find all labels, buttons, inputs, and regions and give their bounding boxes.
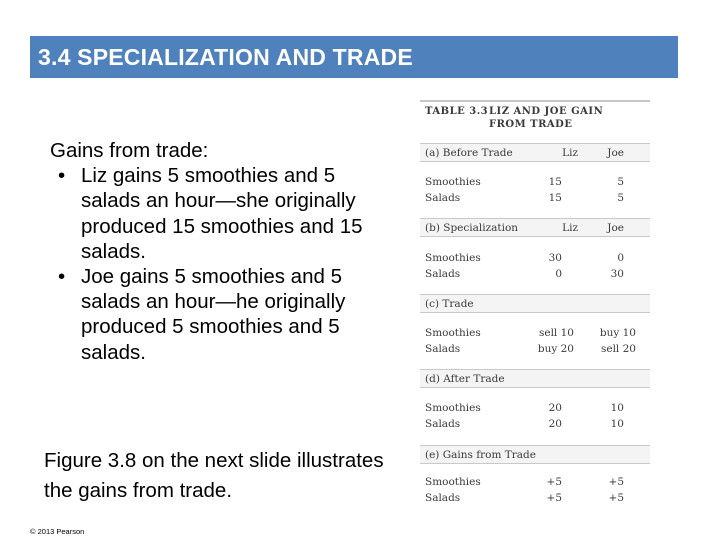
table-row — [420, 343, 650, 359]
figure-reference-text: Figure 3.8 on the next slide illustrates the gains from trade. — [44, 449, 384, 502]
cell-joe: 0 — [617, 252, 624, 264]
row-label: Salads — [425, 492, 461, 504]
column-header-liz: Liz — [562, 222, 578, 234]
table-section-trade — [420, 294, 650, 313]
slide-title-bar — [30, 36, 678, 78]
gains-from-trade-table — [420, 100, 650, 513]
cell-joe: sell 20 — [600, 343, 636, 355]
cell-joe: 10 — [610, 402, 624, 414]
row-label: Salads — [425, 343, 461, 355]
row-label: Salads — [425, 268, 461, 280]
table-section-gains-from-trade — [420, 445, 650, 464]
table-row — [420, 327, 650, 343]
row-label: Smoothies — [425, 176, 481, 188]
intro-text: Gains from trade: — [50, 139, 209, 162]
table-row — [420, 492, 650, 508]
column-header-joe: Joe — [607, 222, 624, 234]
cell-liz: 15 — [548, 192, 562, 204]
cell-joe: +5 — [608, 476, 624, 488]
table-row — [420, 252, 650, 268]
row-label: Salads — [425, 418, 461, 430]
cell-liz: 0 — [555, 268, 562, 280]
table-caption — [425, 106, 609, 131]
row-label: Salads — [425, 192, 461, 204]
row-label: Smoothies — [425, 402, 481, 414]
section-label: (d) After Trade — [425, 373, 505, 385]
cell-liz: 15 — [548, 176, 562, 188]
cell-joe: 5 — [617, 176, 624, 188]
table-caption-text: LIZ AND JOE GAIN FROM TRADE — [489, 106, 604, 130]
table-top-rule — [420, 100, 650, 102]
table-row — [420, 268, 650, 284]
table-number: TABLE 3.3 — [425, 106, 489, 117]
section-label: (a) Before Trade — [425, 147, 513, 159]
section-label: (c) Trade — [425, 298, 474, 310]
cell-liz: 20 — [548, 418, 562, 430]
bullet-list — [48, 163, 368, 365]
table-section-before-trade — [420, 143, 650, 162]
column-header-liz: Liz — [562, 147, 578, 159]
table-section-after-trade — [420, 369, 650, 388]
cell-liz: buy 20 — [537, 343, 574, 355]
column-header-joe: Joe — [607, 147, 624, 159]
slide-title: 3.4 SPECIALIZATION AND TRADE — [38, 43, 413, 70]
row-label: Smoothies — [425, 252, 481, 264]
bullet-liz: • Liz gains 5 smoothies and 5 salads an hour—she originally produced 15 smoothies and 15 salads. — [48, 163, 368, 264]
table-section-specialization — [420, 218, 650, 237]
cell-joe: buy 10 — [599, 327, 636, 339]
cell-liz: +5 — [546, 492, 562, 504]
cell-liz: sell 10 — [538, 327, 574, 339]
section-label: (e) Gains from Trade — [425, 449, 536, 461]
table-row — [420, 192, 650, 208]
table-row — [420, 418, 650, 434]
table-row — [420, 176, 650, 192]
row-label: Smoothies — [425, 476, 481, 488]
cell-liz: 20 — [548, 402, 562, 414]
bullet-joe: • Joe gains 5 smoothies and 5 salads an hour—he originally produced 5 smoothies and 5 salads. — [48, 264, 368, 365]
table-row — [420, 476, 650, 492]
table-row — [420, 402, 650, 418]
cell-joe: +5 — [608, 492, 624, 504]
cell-joe: 30 — [610, 268, 624, 280]
section-label: (b) Specialization — [425, 222, 519, 234]
cell-joe: 5 — [617, 192, 624, 204]
row-label: Smoothies — [425, 327, 481, 339]
cell-liz: +5 — [546, 476, 562, 488]
copyright-text: © 2013 Pearson — [30, 527, 85, 536]
cell-joe: 10 — [610, 418, 624, 430]
cell-liz: 30 — [548, 252, 562, 264]
body-text — [48, 138, 368, 365]
